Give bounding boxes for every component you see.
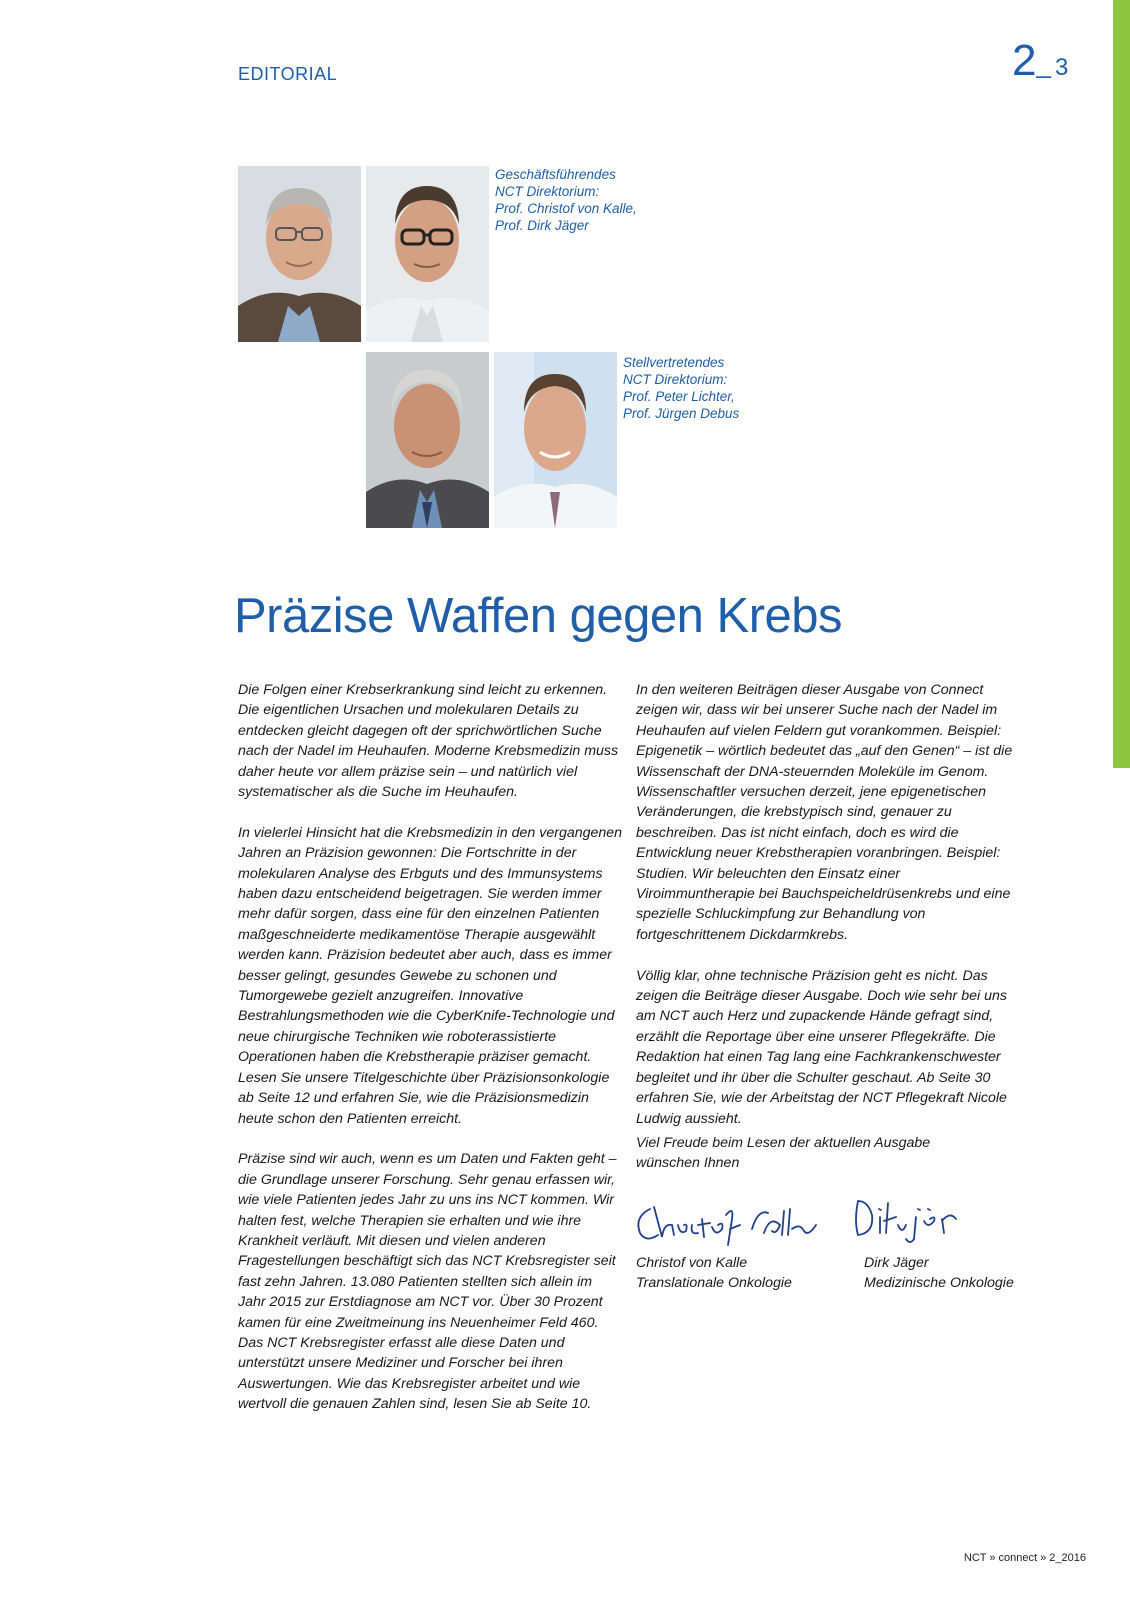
portrait-peter-lichter xyxy=(366,352,489,528)
signer-name: Christof von Kalle xyxy=(636,1255,748,1271)
signer-name: Dirk Jäger xyxy=(864,1255,929,1271)
closing-line: wünschen Ihnen xyxy=(636,1155,740,1172)
page-number-separator: _ xyxy=(1036,49,1051,79)
signature-christof-von-kalle xyxy=(632,1195,832,1256)
caption-line: Geschäftsführendes xyxy=(495,167,616,182)
section-label: EDITORIAL xyxy=(238,64,338,84)
signature-dirk-jaeger xyxy=(852,1191,972,1252)
caption-line: Prof. Dirk Jäger xyxy=(495,218,589,233)
signer-dirk-jaeger xyxy=(864,1253,1014,1294)
paragraph: Präzise sind wir auch, wenn es um Daten und Fakten geht – die Grundlage unserer Forschung. Sehr genau erfassen wir, wie viele Patienten jedes Jahr zu uns ins NCT kommen. Wir halten fest, welche Therapien sie erhalten und wie ihre Krankheit verläuft. Mit diesen und vielen anderen Fragestellungen beschäftigt sich das NCT Krebsregister seit fast zehn Jahren. 13.080 Patienten stellten sich allein im Jahr 2015 zur Erstdiagnose am NCT vor. Über 30 Prozent kamen für eine Zweitmeinung ins Neuenheimer Feld 460. Das NCT Krebsregister erfasst alle diese Daten und unterstützt unsere Mediziner und Forscher bei ihren Auswertungen. Wie das Krebsregister arbeitet und wie wertvoll die genauen Zahlen sind, lesen Sie ab Seite 10. xyxy=(238,1151,617,1413)
caption-line: Prof. Peter Lichter, xyxy=(623,389,735,404)
caption-deputy-directorate xyxy=(623,354,739,422)
caption-line: Prof. Christof von Kalle, xyxy=(495,201,637,216)
left-column xyxy=(238,680,623,1435)
accent-bar xyxy=(1113,0,1130,768)
closing-greeting xyxy=(636,1133,930,1174)
closing-line: Viel Freude beim Lesen der aktuellen Ausgabe xyxy=(636,1135,931,1151)
portrait-juergen-debus xyxy=(494,352,617,528)
caption-executive-directorate xyxy=(495,166,637,234)
signer-christof-von-kalle xyxy=(636,1253,792,1294)
caption-line: NCT Direktorium: xyxy=(495,184,600,199)
paragraph: In vielerlei Hinsicht hat die Krebsmedizin in den vergangenen Jahren an Präzision gewonnen: Die Fortschritte in der molekularen Analyse des Erbguts und des Immunsystems haben dazu entscheidend beigetragen. Sie werden immer mehr dafür sorgen, dass eine für den einzelnen Patienten maßgeschneiderte medikamentöse Therapie ausgewählt werden kann. Präzision bedeutet aber auch, dass es immer besser gelingt, gesundes Gewebe zu schonen und Tumorgewebe gezielt anzugreifen. Innovative Bestrahlungsmethoden wie die CyberKnife-Technologie und neue chirurgische Techniken wie roboterassistierte Operationen haben die Krebstherapie präziser gemacht. Lesen Sie unsere Titelgeschichte über Präzisionsonkologie ab Seite 12 und erfahren Sie, wie die Präzisionsmedizin heute schon den Patienten erreicht. xyxy=(238,824,623,1127)
paragraph: Völlig klar, ohne technische Präzision geht es nicht. Das zeigen die Beiträge dieser Ausgabe. Doch wie sehr bei uns am NCT auch Herz und zupackende Hände gefragt sind, erzählt die Reportage über eine unserer Pflegekräfte. Die Redaktion hat einen Tag lang eine Fachkrankenschwester begleitet und ihr über die Schulter geschaut. Ab Seite 30 erfahren Sie, wie der Arbeitstag der NCT Pflegekraft Nicole Ludwig aussieht. xyxy=(636,967,1007,1127)
page-number-left: 2 xyxy=(1012,36,1037,85)
page-number-right: 3 xyxy=(1054,54,1069,81)
paragraph: Die Folgen einer Krebserkrankung sind leicht zu erkennen. Die eigentlichen Ursachen und molekularen Details zu entdecken gleicht dagegen oft der sprichwörtlichen Suche nach der Nadel im Heuhaufen. Moderne Krebsmedizin muss daher heute vor allem präzise sein – und natürlich viel systematischer als die Suche im Heuhaufen. xyxy=(238,682,619,801)
caption-line: NCT Direktorium: xyxy=(623,372,728,387)
article-headline: Präzise Waffen gegen Krebs xyxy=(234,589,843,643)
caption-line: Prof. Jürgen Debus xyxy=(623,406,740,421)
page-footer: NCT » connect » 2_2016 xyxy=(963,1552,1086,1564)
paragraph: In den weiteren Beiträgen dieser Ausgabe von Connect zeigen wir, dass wir bei unserer Suche nach der Nadel im Heuhaufen auf vielen Feldern gut vorankommen. Beispiel: Epigenetik – wörtlich bedeutet das „auf den Genen“ – ist die Wissenschaft der DNA-steuernden Moleküle im Genom. Wissenschaftler versuchen derzeit, jene epigenetischen Veränderungen, die krebstypisch sind, genauer zu beschreiben. Das ist nicht einfach, doch es wird die Entwicklung neuer Krebstherapien voranbringen. Beispiel: Studien. Wir beleuchten den Einsatz einer Viroimmuntherapie bei Bauchspeicheldrüsenkrebs und eine spezielle Schluckimpfung zur Behandlung von fortgeschrittenem Dickdarmkrebs. xyxy=(636,682,1013,943)
caption-line: Stellvertretendes xyxy=(623,355,725,370)
portrait-christof-von-kalle xyxy=(238,166,361,342)
right-column xyxy=(636,680,1021,1149)
page-number xyxy=(1012,36,1068,86)
signer-role: Translationale Onkologie xyxy=(636,1275,792,1292)
portrait-dirk-jaeger xyxy=(366,166,489,342)
signer-role: Medizinische Onkologie xyxy=(864,1275,1014,1292)
